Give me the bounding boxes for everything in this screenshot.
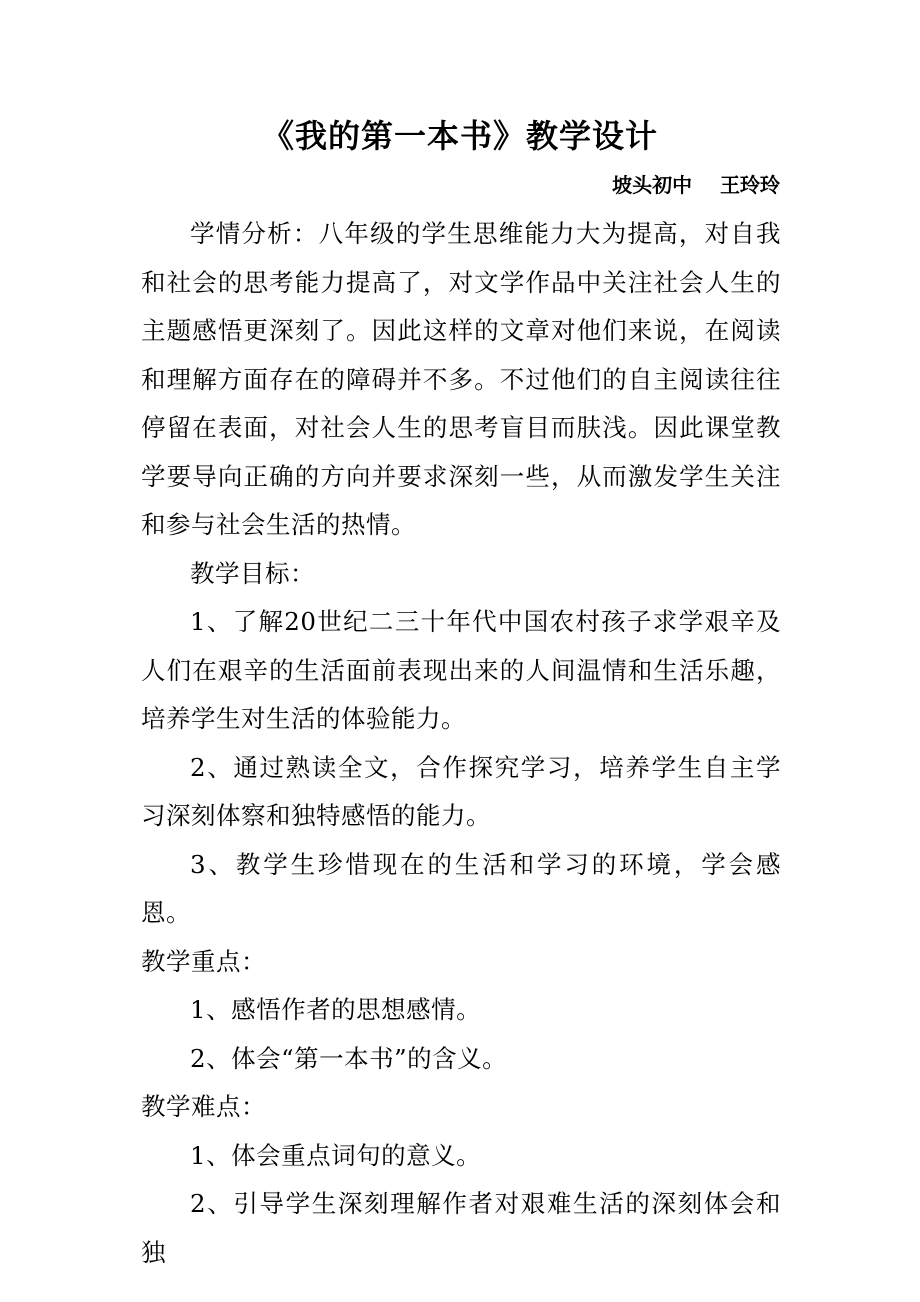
key-points-heading: 教学重点： xyxy=(141,946,266,976)
teaching-goals-heading: 教学目标： xyxy=(190,558,315,588)
key-point-2: 2、体会“第一本书”的含义。 xyxy=(190,1043,508,1073)
difficult-points-heading: 教学难点： xyxy=(141,1092,266,1121)
teaching-goal-3: 3、教学生珍惜现在的生活和学习的环境，学会感恩。 xyxy=(141,849,781,927)
document-body xyxy=(141,210,781,1277)
difficult-point-1: 1、体会重点词句的意义。 xyxy=(190,1140,482,1170)
teaching-goal-2: 2、通过熟读全文，合作探究学习，培养学生自主学习深刻体察和独特感悟的能力。 xyxy=(141,752,781,830)
learning-analysis-paragraph: 学情分析：八年级的学生思维能力大为提高，对自我和社会的思考能力提高了，对文学作品中关注社会人生的主题感悟更深刻了。因此这样的文章对他们来说，在阅读和理解方面存在的障碍并不多。不过他们的自主阅读往往停留在表面，对社会人生的思考盲目而肤浅。因此课堂教学要导向正确的方向并要求深刻一些，从而激发学生关注和参与社会生活的热情。 xyxy=(141,219,781,539)
difficult-point-2: 2、引导学生深刻理解作者对艰难生活的深刻体会和独 xyxy=(141,1189,781,1267)
author-line: 坡头初中 王玲玲 xyxy=(612,173,780,197)
key-point-1: 1、感悟作者的思想感情。 xyxy=(190,995,482,1024)
document-title: 《我的第一本书》教学设计 xyxy=(261,117,658,155)
teaching-goal-1: 1、了解20世纪二三十年代中国农村孩子求学艰辛及人们在艰辛的生活面前表现出来的人间温情和生活乐趣，培养学生对生活的体验能力。 xyxy=(141,607,781,733)
